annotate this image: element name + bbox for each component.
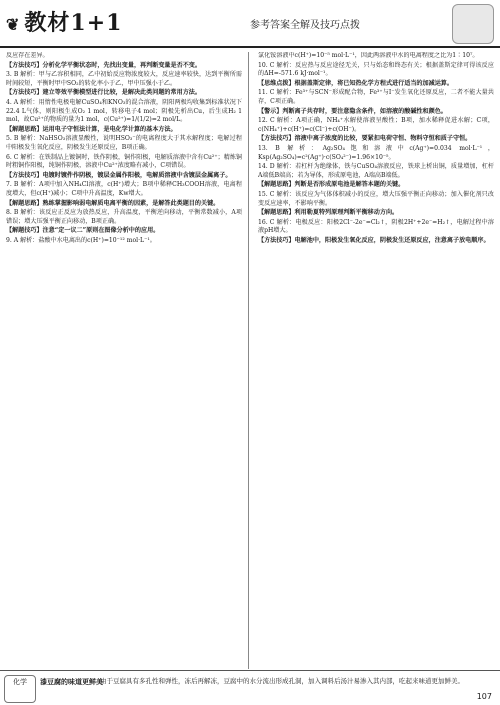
page-number: 107	[476, 692, 492, 701]
page-header	[0, 0, 500, 48]
answer-paragraph: 5. B 解析：NaHSO₃溶液显酸性，说明HSO₃⁻的电离程度大于其水解程度；电解过程中阳极发生氧化反应，阴极发生还原反应，B项正确。	[6, 135, 242, 151]
answer-paragraph: 8. B 解析：该反应正反应为放热反应，升高温度，平衡逆向移动，平衡常数减小，A项错误；增大压强平衡正向移动，B项正确。	[6, 209, 242, 225]
tip-paragraph: 【解题思路】判断是否形成原电池是解答本题的关键。	[258, 181, 405, 189]
answer-paragraph: 7. B 解析：A项中加入NH₄Cl溶液，c(H⁺)增大；B项中稀释CH₃COOH溶液，电离程度增大，但c(H⁺)减小；C项中升高温度，Kw增大。	[6, 181, 242, 197]
logo-text: 教材1+1	[24, 10, 123, 36]
tip-paragraph: 【方法技巧】溶液中离子浓度的比较，要紧扣电荷守恒、物料守恒和质子守恒。	[258, 135, 472, 143]
answer-paragraph: 14. D 解析：若杠杆为绝缘体，铁与CuSO₄溶液反应，铁球上析出铜，质量增加，杠杆A端低B端高；若为导体，形成原电池，A端高B端低。	[258, 163, 494, 179]
leaf-icon: ❦	[6, 15, 21, 34]
tip-paragraph: 【解题思路】利用勒夏特列原理判断平衡移动方向。	[258, 209, 399, 217]
answer-paragraph: 16. C 解析：电极反应：阳极2Cl⁻-2e⁻=Cl₂↑，阴极2H⁺+2e⁻=H₂↑，电解过程中溶液pH增大。	[258, 218, 494, 235]
column-divider	[248, 52, 249, 669]
tip-paragraph: 【方法技巧】电解池中，阳极发生氧化反应，阴极发生还原反应，注意离子放电顺序。	[258, 236, 490, 244]
footer-title: 漆豆腐的味道更鲜美	[40, 677, 103, 686]
tip-paragraph: 【思维点拨】根据盖斯定律，将已知热化学方程式进行适当的加减运算。	[258, 79, 453, 87]
tip-paragraph: 【解题思路】熟练掌握影响弱电解质电离平衡的因素，是解答此类题目的关键。	[6, 199, 220, 207]
answer-paragraph: 4. A 解析：用惰性电极电解CuSO₄和KNO₃的混合溶液，阴阳两极均收集到标准状况下22.4 L气体，则阳极生成O₂ 1 mol，转移电子4 mol；阴极先析出Cu，后生成H₂ 1 mol，故Cu²⁺的物质的量为1 mol，c(Cu²⁺)=1/(1/2)=2 mol/L。	[6, 98, 242, 124]
tip-paragraph: 【解题思路】运用电子守恒法计算，是电化学计算的基本方法。	[6, 125, 177, 133]
page-footer	[0, 670, 500, 705]
answer-paragraph: 15. C 解析：该反应为气体体积减小的反应，增大压强平衡正向移动；加入催化剂只改变反应速率，不影响平衡。	[258, 190, 494, 207]
tip-paragraph: 【方法技巧】建立等效平衡模型进行比较，是解决此类问题的常用方法。	[6, 89, 201, 97]
answer-paragraph: 9. A 解析：盐酸中水电离出的c(H⁺)=10⁻¹² mol·L⁻¹。	[6, 236, 156, 244]
left-column	[6, 52, 242, 669]
answer-paragraph: 10. C 解析：反应热与反应途径无关，只与始态和终态有关；根据盖斯定律可得该反应的ΔH=-571.6 kJ·mol⁻¹。	[258, 61, 494, 78]
tip-paragraph: 【方法技巧】电镀时镀件作阴极，镀层金属作阳极，电解质溶液中含镀层金属离子。	[6, 171, 232, 179]
answer-paragraph: 13. B 解析：Ag₂SO₄饱和溶液中c(Ag⁺)=0.034 mol·L⁻¹，Ksp(Ag₂SO₄)=c²(Ag⁺)·c(SO₄²⁻)=1.96×10⁻⁵。	[258, 144, 494, 161]
footer-text: 由于豆腐具有多孔性和弹性，冻后再解冻，豆腐中的水分流出形成孔洞，加入调料后汤汁易渗入其内部，吃起来味道更加鲜美。	[100, 677, 464, 685]
answer-paragraph: 3. B 解析：甲与乙容积相同，乙中初始反应物浓度较大，反应速率较快，达到平衡所需时间较短，平衡时甲中SO₂的转化率小于乙，甲中压强小于乙。	[6, 71, 242, 87]
tip-paragraph: 【解题技巧】注意“定一议二”原则在图像分析中的应用。	[6, 227, 160, 235]
cartoon-icon	[452, 4, 494, 44]
tip-paragraph: 【警示】判断离子共存时，要注意隐含条件，如溶液的酸碱性和颜色。	[258, 107, 447, 115]
answer-paragraph: 12. C 解析：A项正确，NH₄⁺水解使溶液呈酸性；B项，加水稀释促进水解；C项，c(NH₄⁺)+c(H⁺)=c(Cl⁻)+c(OH⁻)。	[258, 117, 494, 133]
footer-badge-icon: 化学	[4, 675, 36, 703]
answer-paragraph: 6. C 解析：在铁制品上镀铜时，铁作阴极，铜作阳极，电解质溶液中含有Cu²⁺；精炼铜时粗铜作阳极，纯铜作阴极，溶液中Cu²⁺浓度略有减小，C项错误。	[6, 153, 242, 170]
series-title: 参考答案全解及技巧点拨	[250, 20, 360, 31]
answer-paragraph: 11. C 解析：Fe³⁺与SCN⁻形成配合物，Fe³⁺与I⁻发生氧化还原反应，二者不能大量共存，C项正确。	[258, 89, 494, 105]
answer-paragraph: 反应存在差异。	[6, 52, 49, 59]
book-logo	[6, 6, 122, 37]
answer-paragraph: 氯化铵溶液中c(H⁺)=10⁻⁵ mol·L⁻¹，因此两溶液中水的电离程度之比为1∶10⁷。	[258, 52, 479, 59]
tip-paragraph: 【方法技巧】分析化学平衡状态时，先找出变量，再判断变量是否不变。	[6, 61, 201, 69]
right-column	[258, 52, 494, 669]
